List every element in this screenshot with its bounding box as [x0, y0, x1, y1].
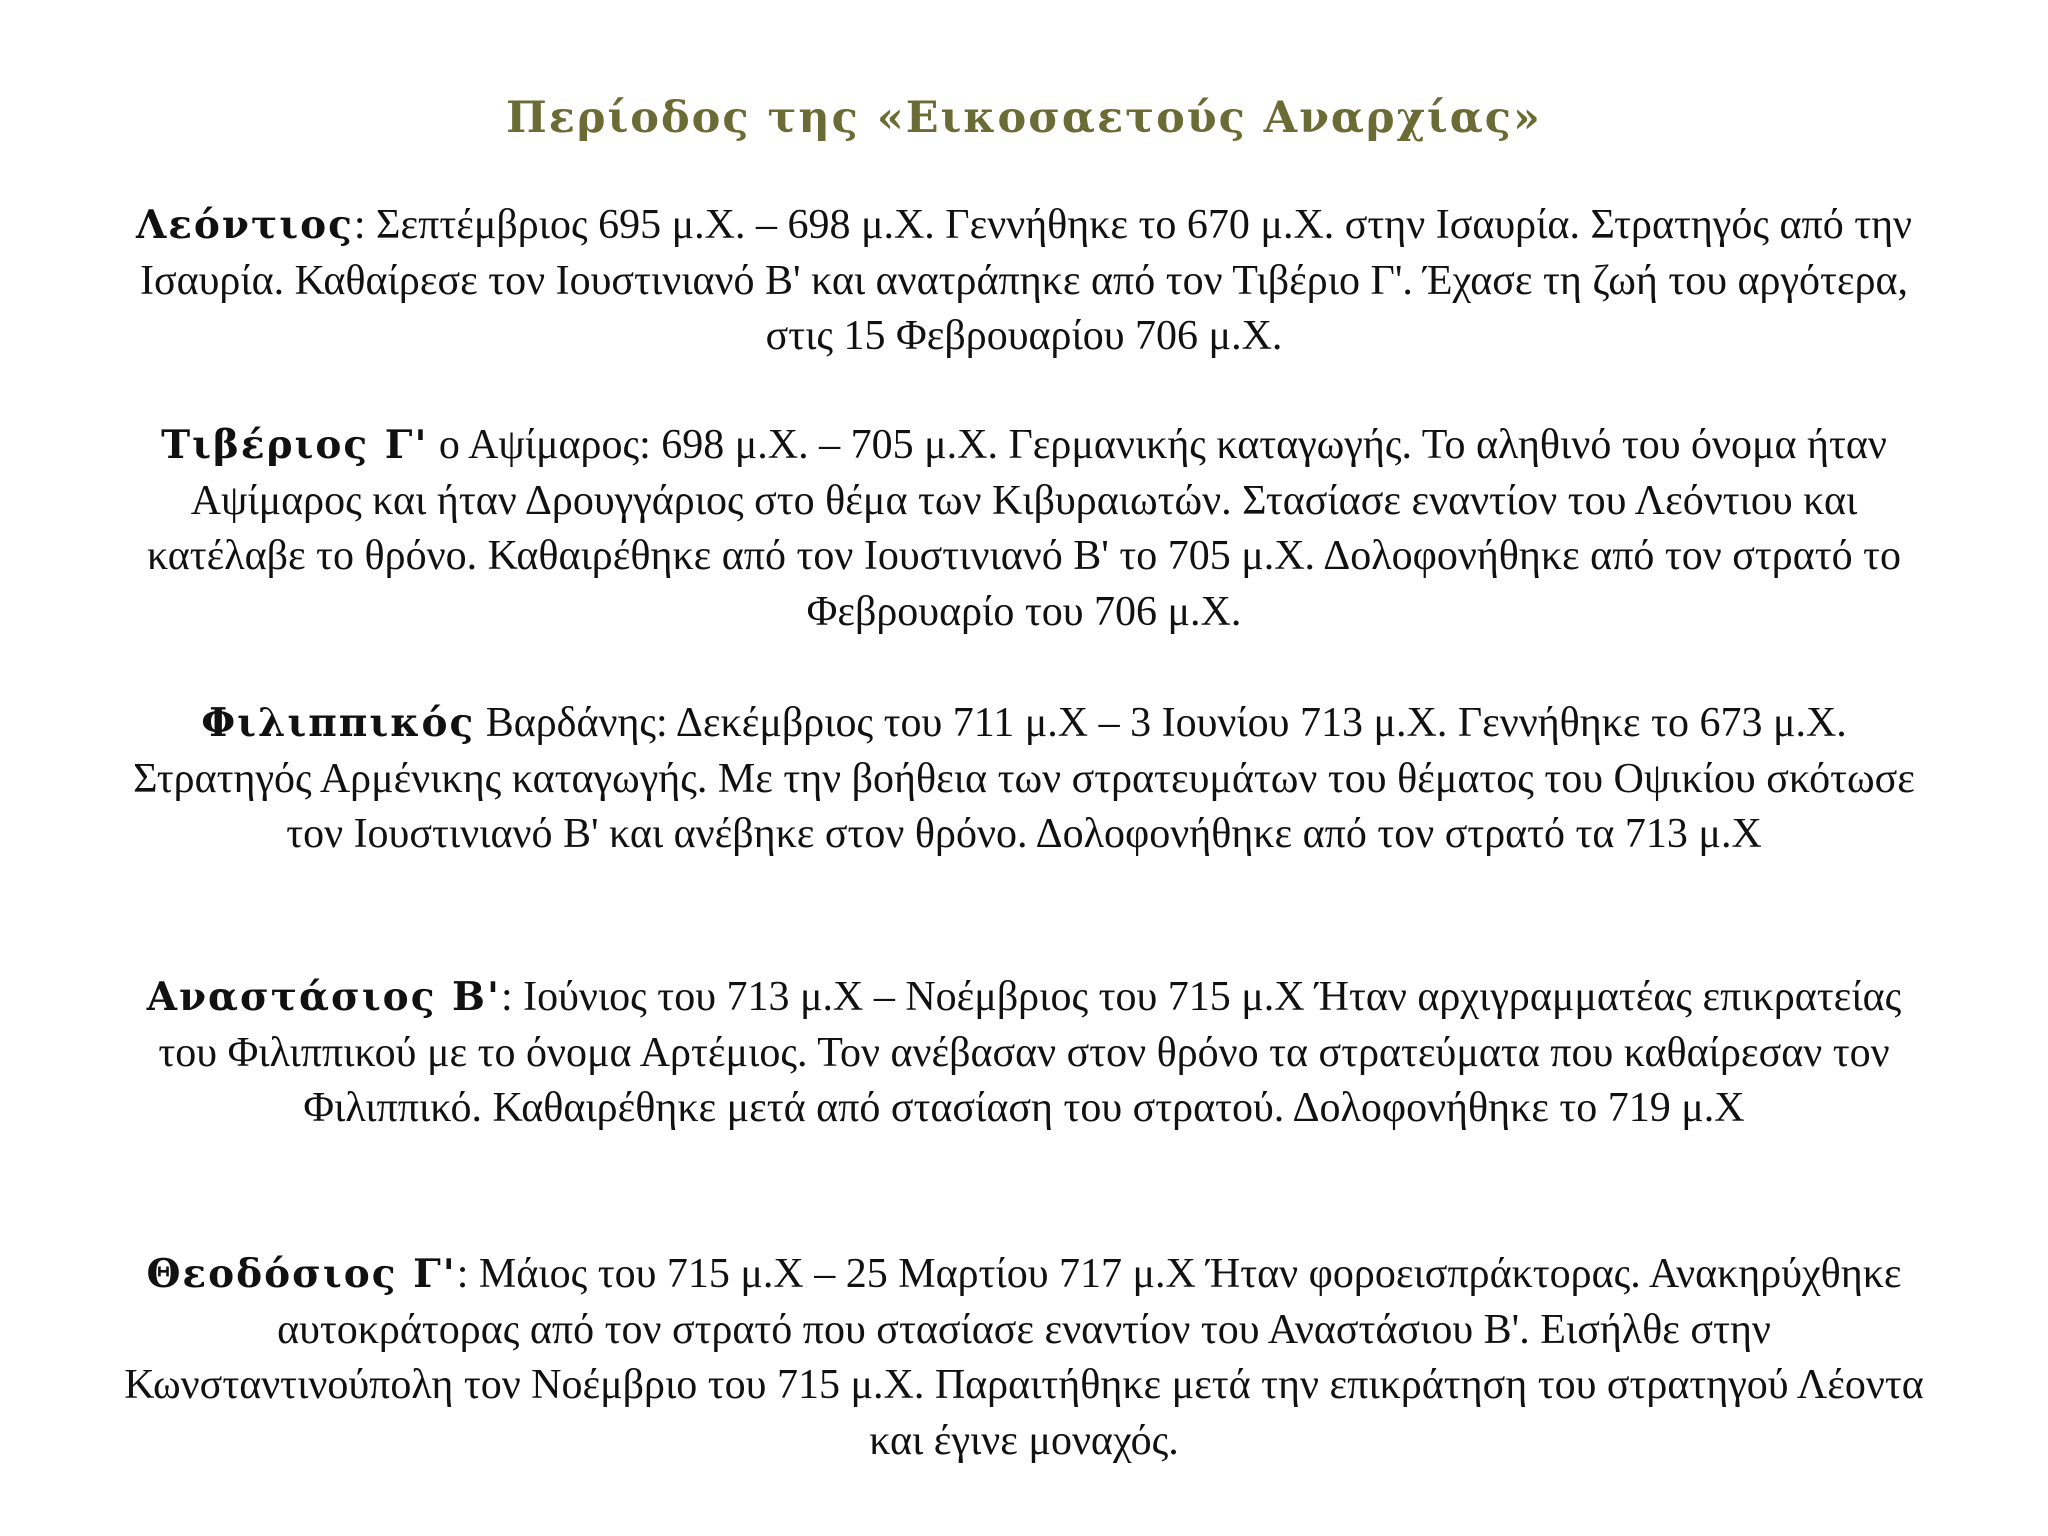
entry-leontios: [120, 198, 1928, 365]
entry-text: : Μάιος του 715 μ.Χ – 25 Μαρτίου 717 μ.Χ Ήταν φοροεισπράκτορας. Ανακηρύχθηκε αυτοκράτορας από τον στρατό που στασίασε εναντίον του Αναστάσιου Β'. Εισήλθε στην Κωνσταντινούπολη τον Νοέμβριο του 715 μ.Χ. Παραιτήθηκε μετά την επικράτηση του στρατηγού Λέοντα και έγινε μοναχός.: [124, 1251, 1924, 1464]
entry-text: : Σεπτέμβριος 695 μ.Χ. – 698 μ.Χ. Γεννήθηκε το 670 μ.Χ. στην Ισαυρία. Στρατηγός από την Ισαυρία. Καθαίρεσε τον Ιουστινιανό Β' και ανατράπηκε από τον Τιβέριο Γ'. Έχασε τη ζωή του αργότερα, στις 15 Φεβρουαρίου 706 μ.Χ.: [139, 202, 1913, 359]
page-title: Περίοδος της «Εικοσαετούς Αναρχίας»: [506, 93, 1542, 143]
entry-filippikos: [120, 696, 1928, 863]
entry-text: Βαρδάνης: Δεκέμβριος του 711 μ.Χ – 3 Ιουνίου 713 μ.Χ. Γεννήθηκε το 673 μ.Χ. Στρατηγός Αρμένικης καταγωγής. Με την βοήθεια των στρατευμάτων του θέματος του Οψικίου σκότωσε τον Ιουστινιανό Β' και ανέβηκε στον θρόνο. Δολοφονήθηκε από τον στρατό τα 713 μ.Χ: [133, 700, 1915, 857]
entry-name: Θεοδόσιος Γ': [146, 1251, 457, 1297]
entry-name: Λεόντιος: [135, 202, 354, 248]
entry-tiberios: [120, 418, 1928, 640]
entry-text: ο Αψίμαρος: 698 μ.Χ. – 705 μ.Χ. Γερμανικής καταγωγής. Το αληθινό του όνομα ήταν Αψίμαρος και ήταν Δρουγγάριος στο θέμα των Κιβυραιωτών. Στασίασε εναντίον του Λεόντιου και κατέλαβε το θρόνο. Καθαιρέθηκε από τον Ιουστινιανό Β' το 705 μ.Χ. Δολοφονήθηκε από τον στρατό το Φεβρουαρίο του 706 μ.Χ.: [146, 422, 1902, 635]
entry-text: : Ιούνιος του 713 μ.Χ – Νοέμβριος του 715 μ.Χ Ήταν αρχιγραμματέας επικρατείας του Φιλιππικού με το όνομα Αρτέμιος. Τον ανέβασαν στον θρόνο τα στρατεύματα που καθαίρεσαν τον Φιλιππικό. Καθαιρέθηκε μετά από στασίαση του στρατού. Δολοφονήθηκε το 719 μ.Χ: [158, 974, 1902, 1131]
entry-anastasios: [120, 970, 1928, 1137]
entry-name: Αναστάσιος Β': [146, 974, 501, 1020]
entry-name: Φιλιππικός: [201, 700, 476, 746]
entry-name: Τιβέριος Γ': [161, 422, 429, 468]
entry-theodosios: [120, 1247, 1928, 1469]
